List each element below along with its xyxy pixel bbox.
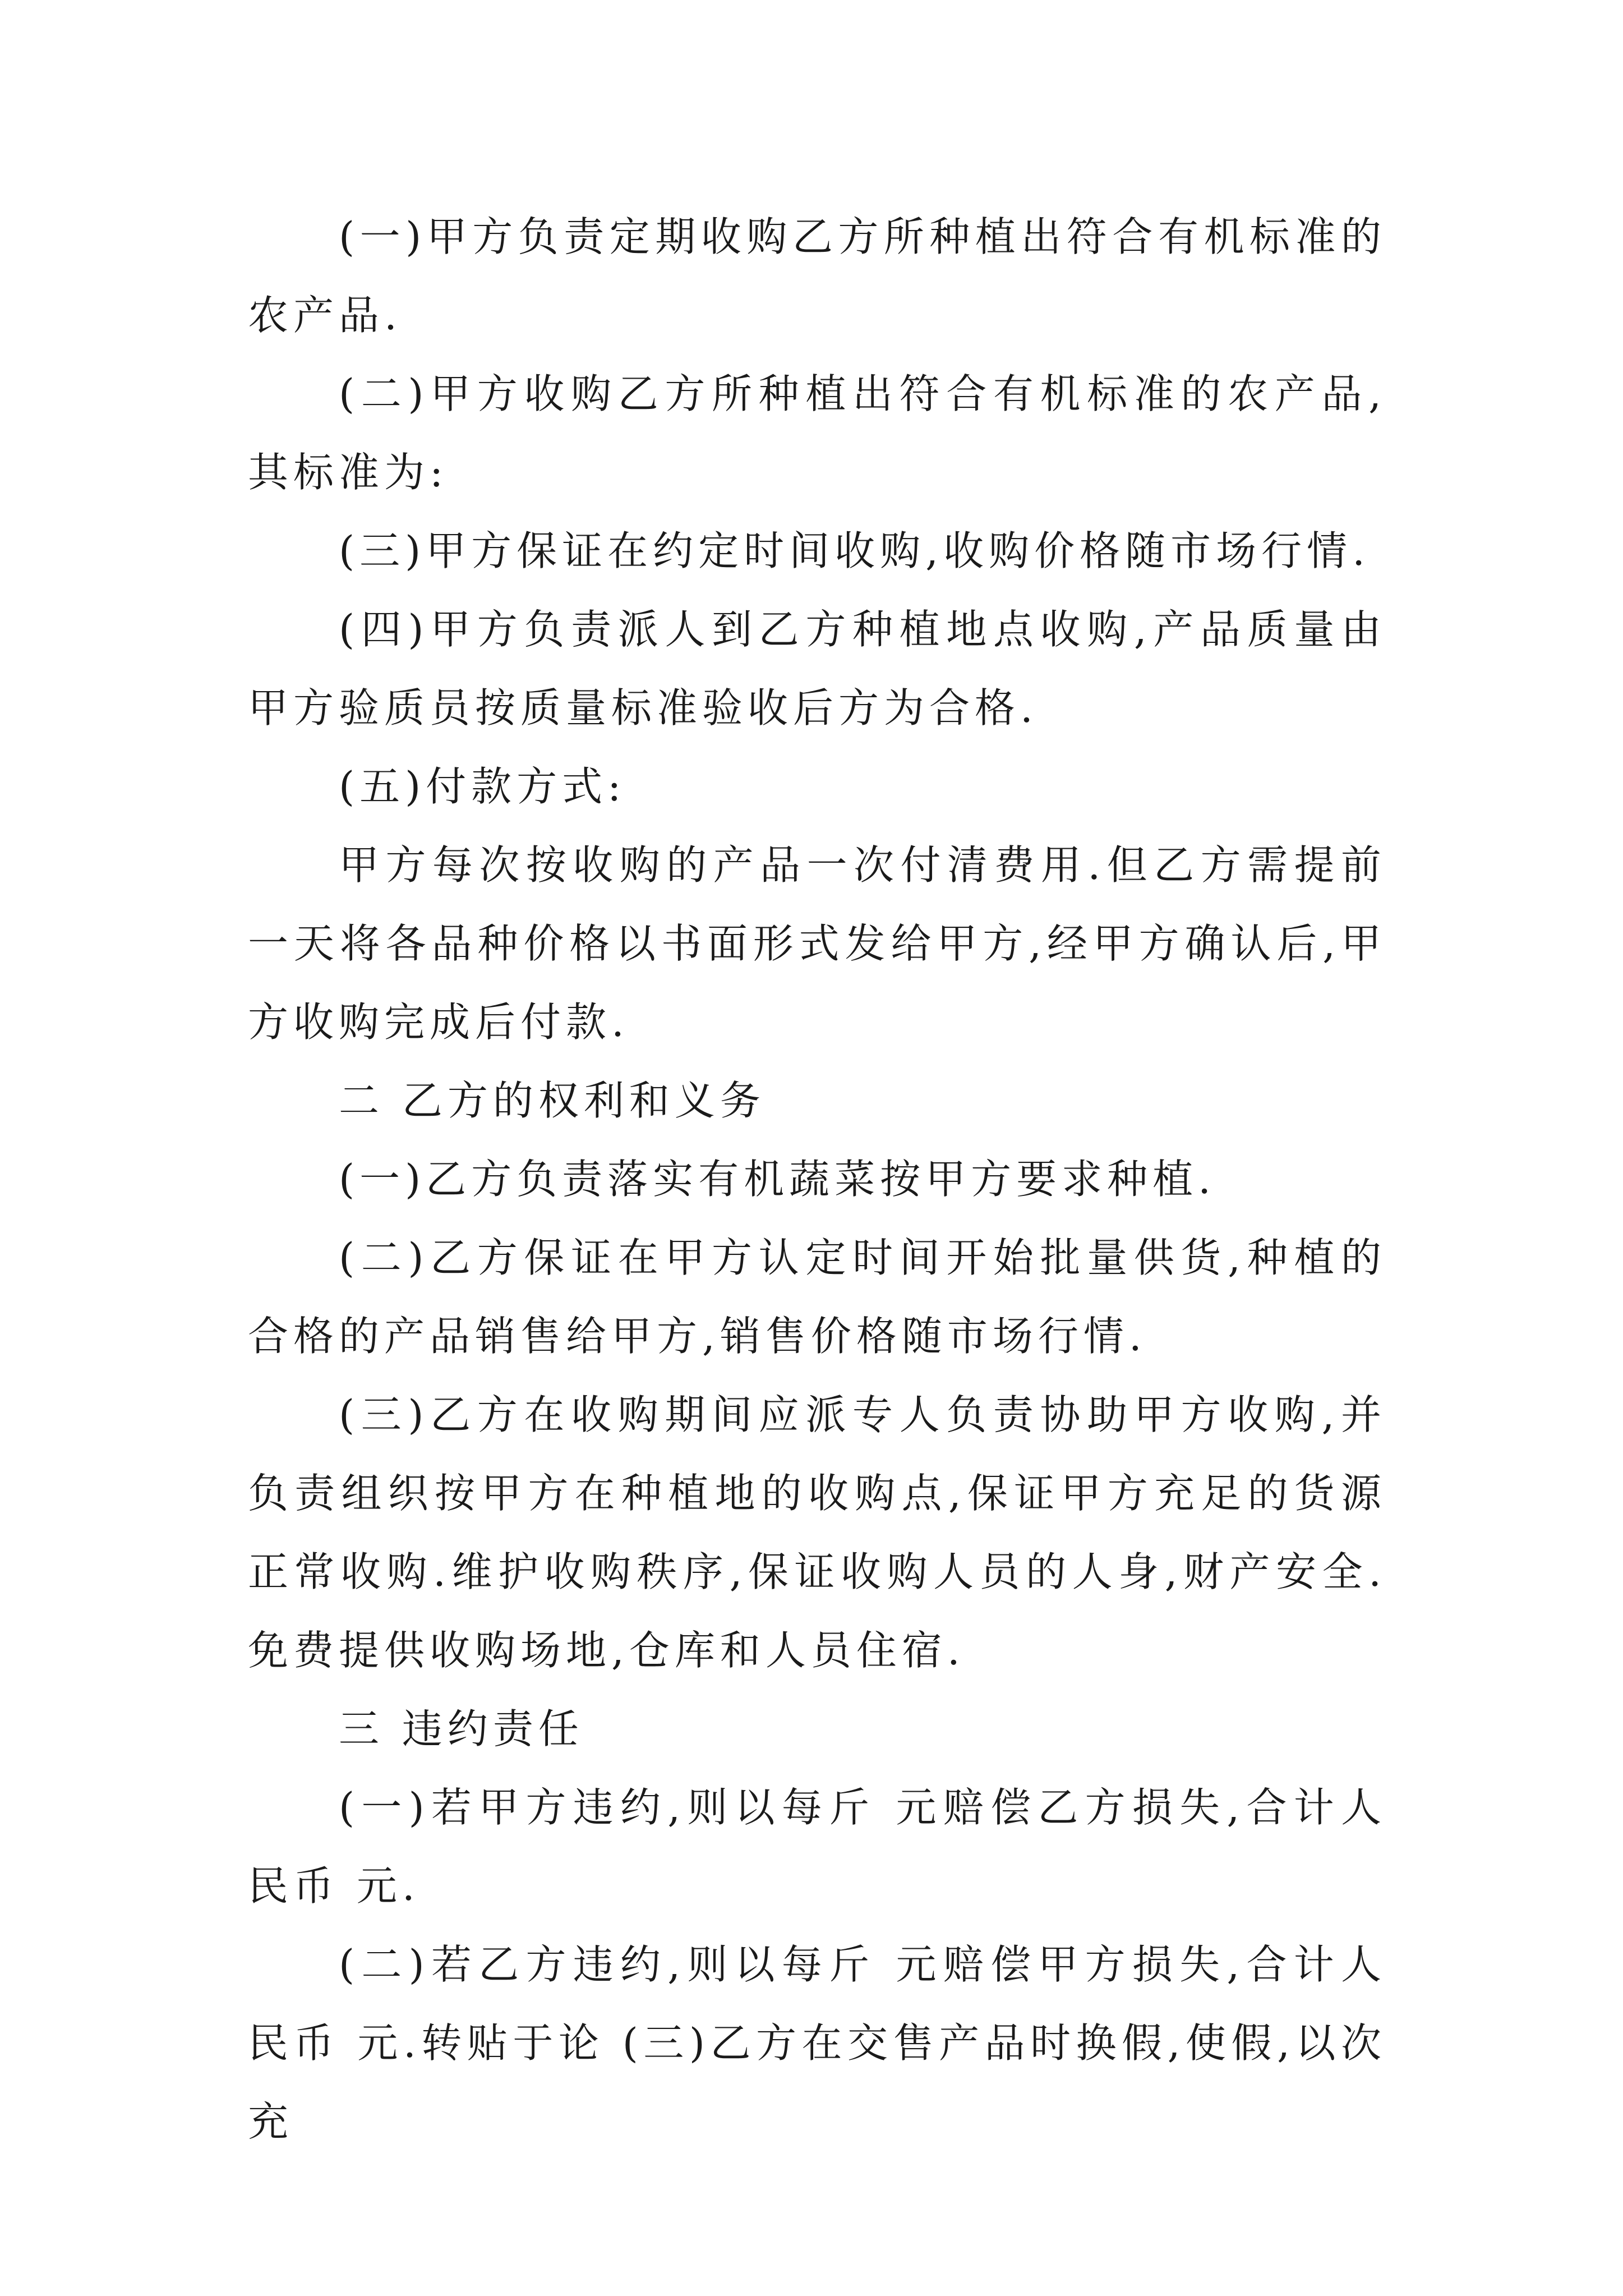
paragraph-quality-inspection: (四)甲方负责派人到乙方种植地点收购,产品质量由甲方验质员按质量标准验收后方为合格.	[248, 606, 1386, 731]
paragraph-party-b-planting: (一)乙方负责落实有机蔬菜按甲方要求种植.	[339, 1156, 1216, 1203]
section-heading-party-b-rights: 二 乙方的权利和义务	[339, 1077, 766, 1124]
paragraph-party-b-breach: (二)若乙方违约,则以每斤 元赔偿甲方损失,合计人民币 元.转贴于论 (三)乙方在交售产品时换假,使假,以次充	[248, 1941, 1386, 2145]
paragraph-party-b-supply: (二)乙方保证在甲方认定时间开始批量供货,种植的合格的产品销售给甲方,销售价格随市场行情.	[248, 1234, 1386, 1360]
paragraph-purchase-time-price: (三)甲方保证在约定时间收购,收购价格随市场行情.	[339, 527, 1370, 574]
paragraph-party-a-purchase-duty: (一)甲方负责定期收购乙方所种植出符合有机标准的农产品.	[248, 213, 1386, 339]
contract-body-text	[248, 197, 1386, 2161]
paragraph-purchase-standard: (二)甲方收购乙方所种植出符合有机标准的农产品,其标准为:	[248, 370, 1386, 496]
section-heading-liability: 三 违约责任	[339, 1705, 584, 1752]
paragraph-party-b-assistance: (三)乙方在收购期间应派专人负责协助甲方收购,并负责组织按甲方在种植地的收购点,保证甲方充足的货源正常收购.维护收购秩序,保证收购人员的人身,财产安全.免费提供收购场地,仓库和人员住宿.	[248, 1391, 1386, 1674]
paragraph-payment-method-details: 甲方每次按收购的产品一次付清费用.但乙方需提前一天将各品种价格以书面形式发给甲方,经甲方确认后,甲方收购完成后付款.	[248, 841, 1386, 1046]
paragraph-payment-method-heading: (五)付款方式:	[339, 763, 626, 810]
paragraph-party-a-breach: (一)若甲方违约,则以每斤 元赔偿乙方损失,合计人民币 元.	[248, 1784, 1386, 1910]
